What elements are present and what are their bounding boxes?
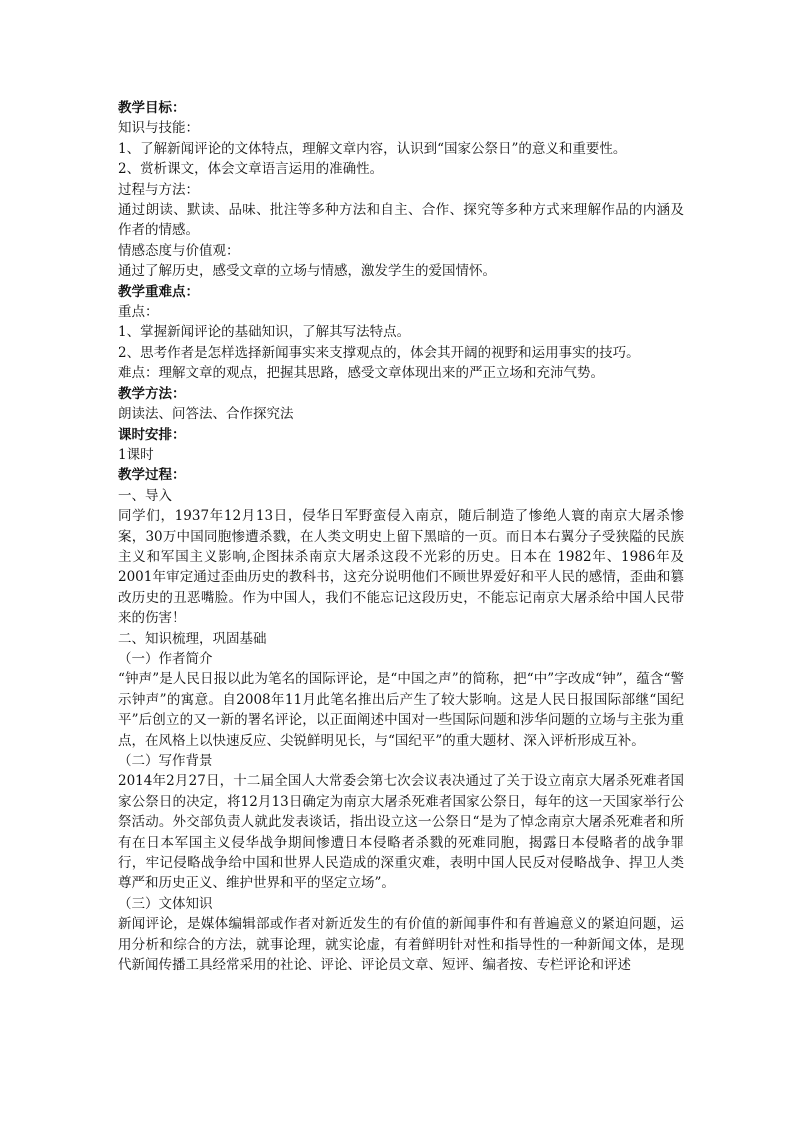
text-line: 二、知识梳理，巩固基础 (118, 630, 267, 647)
text-line: 过程与方法： (118, 181, 199, 198)
text-line: 情感态度与价值观： (118, 242, 240, 259)
text-line: 知识与技能： (118, 120, 199, 137)
text-line: 1、了解新闻评论的文体特点，理解文章内容，认识到“国家公祭日”的意义和重要性。 (118, 140, 627, 157)
text-line: 通过了解历史，感受文章的立场与情感，激发学生的爱国情怀。 (118, 263, 496, 280)
paragraph: 同学们，1937年12月13日，侵华日军野蛮侵入南京，随后制造了惨绝人寰的南京大屠杀惨案，30万中国同胞惨遭杀戮，在人类文明史上留下黑暗的一页。而日本右翼分子受狭隘的民族主义和军国主义影响,企图抹杀南京大屠杀这段不光彩的历史。日本在 1982年、1986年及2001年审定通过歪曲历史的教科书，这充分说明他们不顾世界爱好和平人民的感情，歪曲和篡改历史的丑恶嘴脸。作为中国人，我们不能忘记这段历史，不能忘记南京大屠杀给中国人民带来的伤害！ (118, 508, 684, 627)
text-line: 重点： (118, 304, 159, 321)
paragraph: “钟声”是人民日报以此为笔名的国际评论，是“中国之声”的简称，把“中”字改成“钟”，蕴含“警示钟声”的寓意。自2008年11月此笔名推出后产生了较大影响。这是人民日报国际部继“国纪平”后创立的又一新的署名评论，以正面阐述中国对一些国际问题和涉华问题的立场与主张为重点，在风格上以快速反应、尖锐鲜明见长，与“国纪平”的重大题材、深入评析形成互补。 (118, 671, 684, 749)
paragraph: 通过朗读、默读、品味、批注等多种方法和自主、合作、探究等多种方式来理解作品的内涵及作者的情感。 (118, 202, 684, 239)
section-heading: 教学重难点： (118, 283, 199, 300)
paragraph: 新闻评论，是媒体编辑部或作者对新近发生的有价值的新闻事件和有普遍意义的紧迫问题，运用分析和综合的方法，就事论理，就实论虚，有着鲜明针对性和指导性的一种新闻文体，是现代新闻传播工具经常采用的社论、评论、评论员文章、短评、编者按、专栏评论和评述 (118, 916, 684, 974)
text-line: （一）作者简介 (118, 650, 213, 667)
section-heading: 课时安排： (118, 426, 186, 443)
text-line: 朗读法、问答法、合作探究法 (118, 406, 294, 423)
text-line: 1、掌握新闻评论的基础知识，了解其写法特点。 (118, 324, 411, 341)
text-line: （三）文体知识 (118, 895, 213, 912)
section-heading: 教学过程： (118, 467, 186, 484)
text-line: 1课时 (118, 446, 154, 463)
text-line: 2、思考作者是怎样选择新闻事实来支撑观点的，体会其开阔的视野和运用事实的技巧。 (118, 344, 640, 361)
text-line: 一、导入 (118, 487, 172, 504)
text-line: 难点：理解文章的观点，把握其思路，感受文章体现出来的严正立场和充沛气势。 (118, 365, 604, 382)
text-line: （二）写作背景 (118, 753, 213, 769)
section-heading: 教学目标： (118, 100, 186, 116)
document-body (118, 98, 684, 975)
section-heading: 教学方法： (118, 385, 186, 402)
paragraph: 2014年2月27日，十二届全国人大常委会第七次会议表决通过了关于设立南京大屠杀死难者国家公祭日的决定，将12月13日确定为南京大屠杀死难者国家公祭日，每年的这一天国家举行公祭活动。外交部负责人就此发表谈话，指出设立这一公祭日“是为了悼念南京大屠杀死难者和所有在日本军国主义侵华战争期间惨遭日本侵略者杀戮的死难同胞，揭露日本侵略者的战争罪行，牢记侵略战争给中国和世界人民造成的深重灾难，表明中国人民反对侵略战争、捍卫人类尊严和历史正义、维护世界和平的坚定立场”。 (118, 773, 684, 892)
text-line: 2、赏析课文，体会文章语言运用的准确性。 (118, 161, 384, 178)
